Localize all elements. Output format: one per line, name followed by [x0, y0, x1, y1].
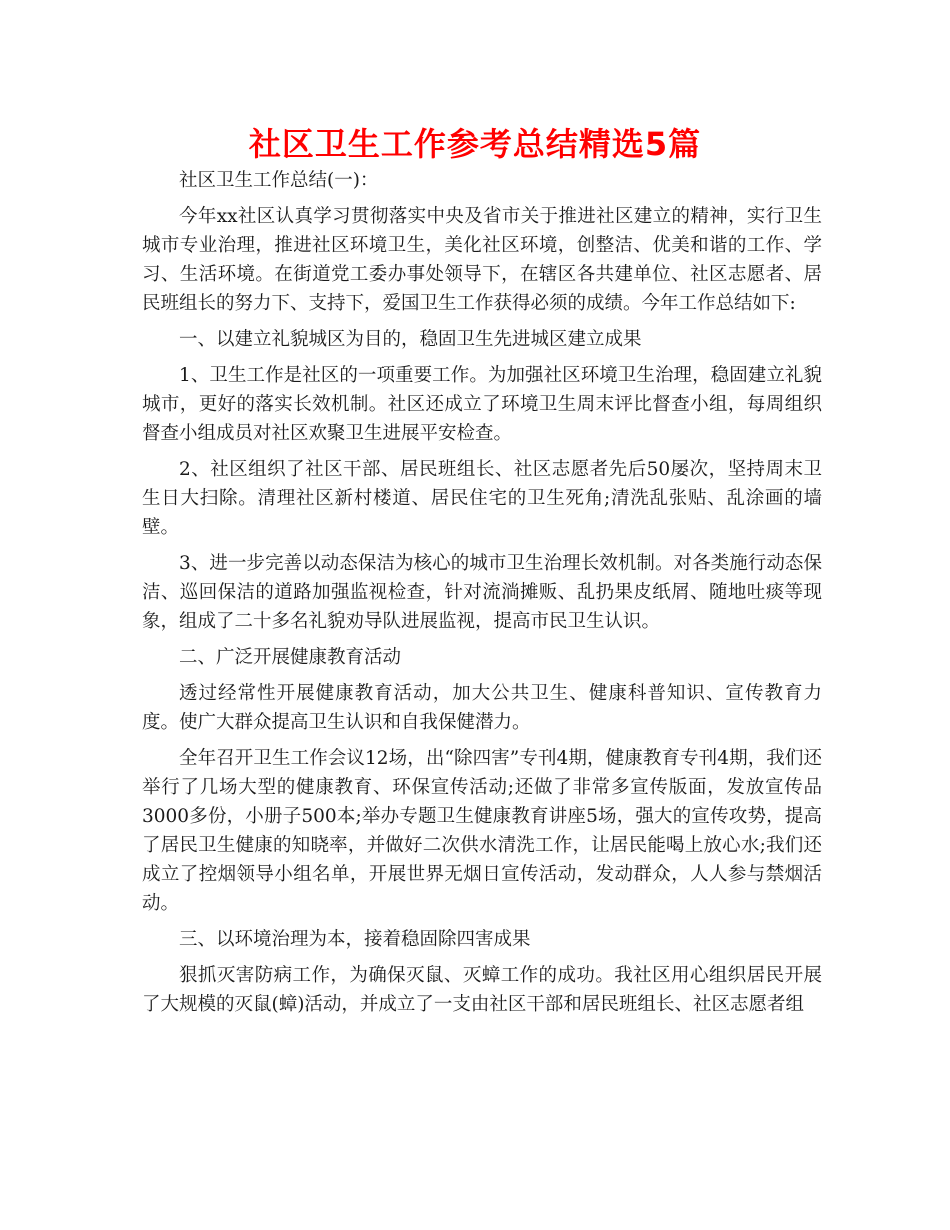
paragraph-item-3: 3、进一步完善以动态保洁为核心的城市卫生治理长效机制。对各类施行动态保洁、巡回保洁的道路加强监视检查，针对流淌摊贩、乱扔果皮纸屑、随地吐痰等现象，组成了二十多名礼貌劝导队进展监视，提高市民卫生认识。: [142, 553, 822, 632]
paragraph-item-2: 2、社区组织了社区干部、居民班组长、社区志愿者先后50屡次，坚持周末卫生日大扫除。清理社区新村楼道、居民住宅的卫生死角;清洗乱张贴、乱涂画的墙壁。: [142, 459, 822, 538]
document-title: 社区卫生工作参考总结精选5篇: [248, 125, 702, 163]
paragraph-annual-activities: 全年召开卫生工作会议12场，出“除四害”专刊4期，健康教育专刊4期，我们还举行了几场大型的健康教育、环保宣传活动;还做了非常多宣传版面，发放宣传品3000多份，小册子500本;举办专题卫生健康教育讲座5场，强大的宣传攻势，提高了居民卫生健康的知晓率，并做好二次供水清洗工作，让居民能喝上放心水;我们还成立了控烟领导小组名单，开展世界无烟日宣传活动，发动群众，人人参与禁烟活动。: [142, 748, 822, 914]
document-body: [142, 166, 822, 1026]
paragraph-health-education: 透过经常性开展健康教育活动，加大公共卫生、健康科普知识、宣传教育力度。使广大群众提高卫生认识和自我保健潜力。: [142, 683, 822, 733]
paragraph-heading-three: 三、以环境治理为本，接着稳固除四害成果: [179, 929, 531, 950]
paragraph-item-1: 1、卫生工作是社区的一项重要工作。为加强社区环境卫生治理，稳固建立礼貌城市，更好的落实长效机制。社区还成立了环境卫生周末评比督查小组，每周组织督查小组成员对社区欢聚卫生进展平安检查。: [142, 365, 822, 444]
paragraph-intro: 今年xx社区认真学习贯彻落实中央及省市关于推进社区建立的精神，实行卫生城市专业治理，推进社区环境卫生，美化社区环境，创整洁、优美和谐的工作、学习、生活环境。在街道党工委办事处领导下，在辖区各共建单位、社区志愿者、居民班组长的努力下、支持下，爱国卫生工作获得必须的成绩。今年工作总结如下:: [142, 206, 822, 314]
paragraph-heading-two: 二、广泛开展健康教育活动: [179, 647, 402, 668]
paragraph-section-heading: 社区卫生工作总结(一)：: [179, 170, 379, 191]
paragraph-heading-one: 一、以建立礼貌城区为目的，稳固卫生先进城区建立成果: [179, 329, 642, 350]
paragraph-pest-control: 狠抓灭害防病工作，为确保灭鼠、灭蟑工作的成功。我社区用心组织居民开展了大规模的灭鼠(蟑)活动，并成立了一支由社区干部和居民班组长、社区志愿者组: [142, 965, 822, 1015]
